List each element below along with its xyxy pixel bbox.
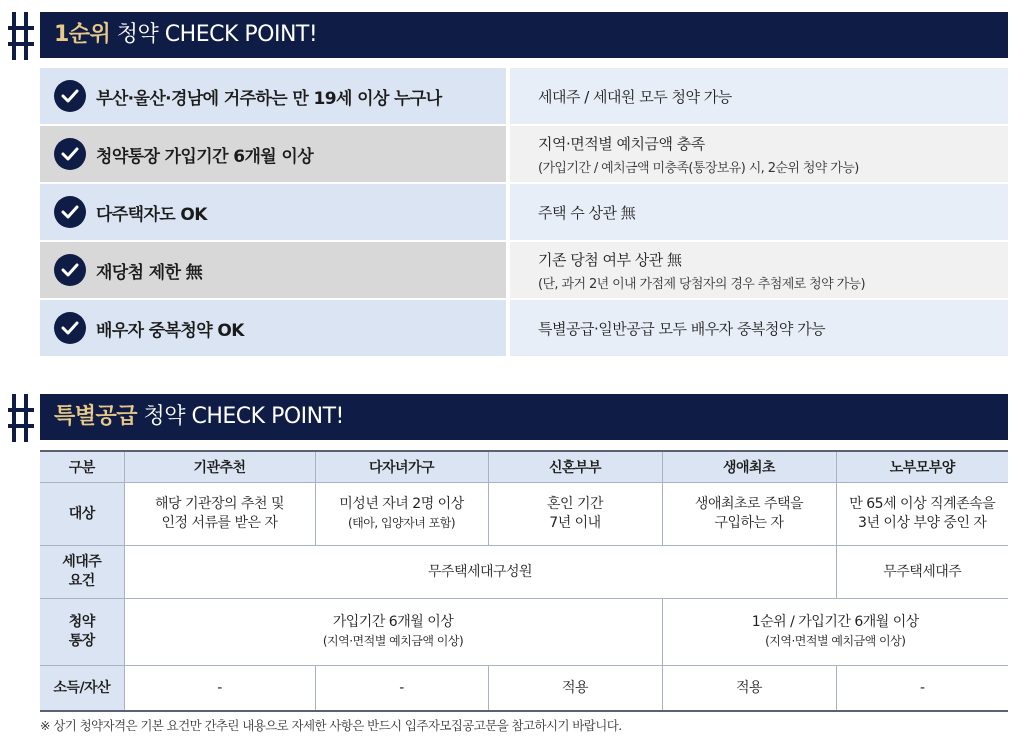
checkpoint-row [40, 242, 1008, 298]
checkpoint-desc: 기존 당첨 여부 상관 無 [538, 250, 682, 269]
section-2-banner [40, 394, 1008, 440]
cell-line: 3년 이상 부양 중인 자 [858, 515, 987, 531]
banner-accent: 1순위 [54, 22, 111, 47]
check-icon [54, 138, 86, 170]
column-header: 노부모부양 [836, 451, 1008, 483]
cell-line: 해당 기관장의 추천 및 [154, 496, 285, 512]
table-cell [662, 483, 836, 546]
row-header-line: 통장 [68, 633, 95, 649]
checkpoint-left [40, 184, 506, 240]
table-cell [836, 483, 1008, 546]
checkpoint-desc: 특별공급·일반공급 모두 배우자 중복청약 가능 [538, 319, 826, 338]
row-header [40, 546, 124, 599]
checkpoint-title: 다주택자도 OK [96, 204, 207, 225]
checkpoint-right [510, 68, 1008, 124]
checkpoint-right [510, 126, 1008, 182]
row-header-line: 요건 [68, 573, 95, 589]
checkpoint-left [40, 242, 506, 298]
table-cell [662, 599, 1008, 666]
check-icon [54, 312, 86, 344]
cell-line: 가입기간 6개월 이상 [332, 614, 454, 630]
banner-accent: 특별공급 [54, 404, 138, 429]
checkpoint-row [40, 126, 1008, 182]
section-1-banner [40, 12, 1008, 58]
checkpoint-title: 재당첨 제한 無 [96, 262, 203, 283]
cell-line: 구입하는 자 [714, 515, 784, 531]
checkpoint-title: 부산·울산·경남에 거주하는 만 19세 이상 누구나 [96, 88, 442, 109]
table-cell [124, 599, 662, 666]
cell-line: 생애최초로 주택을 [694, 496, 804, 512]
checkpoint-note: (가입기간 / 예치금액 미충족(통장보유) 시, 2순위 청약 가능) [538, 160, 859, 176]
table-cell: - [124, 666, 315, 712]
table-cell [124, 483, 315, 546]
checkpoint-right [510, 184, 1008, 240]
row-header-line: 청약 [68, 614, 95, 630]
checkpoint-row [40, 300, 1008, 356]
checkpoint-title: 청약통장 가입기간 6개월 이상 [96, 146, 314, 167]
row-header-line: 세대주 [62, 554, 102, 570]
checkpoint-note: (단, 과거 2년 이내 가점제 당첨자의 경우 추첨제로 청약 가능) [538, 276, 865, 292]
check-icon [54, 196, 86, 228]
table-cell [315, 483, 488, 546]
column-header: 다자녀가구 [315, 451, 488, 483]
hash-icon [8, 394, 34, 442]
cell-line: 인정 서류를 받은 자 [161, 515, 278, 531]
table-cell: 무주택세대구성원 [124, 546, 836, 599]
checkpoint-right [510, 300, 1008, 356]
checkpoint-row [40, 184, 1008, 240]
row-header: 소득/자산 [40, 666, 124, 712]
checkpoint-desc: 지역·면적별 예치금액 충족 [538, 134, 705, 153]
table-cell: 적용 [488, 666, 662, 712]
table-cell [488, 483, 662, 546]
check-icon [54, 80, 86, 112]
checkpoint-right [510, 242, 1008, 298]
hash-icon [8, 12, 34, 60]
cell-line: 혼인 기간 [546, 496, 604, 512]
checkpoint-row [40, 68, 1008, 124]
checkpoint-title: 배우자 중복청약 OK [96, 320, 244, 341]
row-header: 대상 [40, 483, 124, 546]
checkpoint-left [40, 300, 506, 356]
column-header: 기관추천 [124, 451, 315, 483]
table-cell: 무주택세대주 [836, 546, 1008, 599]
banner-title: 청약 CHECK POINT! [110, 22, 318, 47]
table-cell: 적용 [662, 666, 836, 712]
banner-title: 청약 CHECK POINT! [137, 404, 344, 429]
cell-note: (지역·면적별 예치금액 이상) [322, 634, 464, 648]
table-row [40, 599, 1008, 666]
cell-line: 미성년 자녀 2명 이상 [339, 496, 464, 512]
cell-line: 7년 이내 [549, 515, 601, 531]
table-row [40, 546, 1008, 599]
column-header: 신혼부부 [488, 451, 662, 483]
table-row [40, 666, 1008, 712]
table-header-row [40, 451, 1008, 483]
checkpoint-desc: 주택 수 상관 無 [538, 203, 636, 222]
checkpoint-left [40, 68, 506, 124]
table-cell: - [836, 666, 1008, 712]
cell-note: (지역·면적별 예치금액 이상) [765, 634, 906, 648]
table-row [40, 483, 1008, 546]
check-icon [54, 254, 86, 286]
cell-note: (태아, 입양자녀 포함) [347, 516, 456, 530]
table-cell: - [315, 666, 488, 712]
special-supply-table [40, 450, 1008, 712]
column-header: 생애최초 [662, 451, 836, 483]
footnote: ※ 상기 청약자격은 기본 요건만 간추린 내용으로 자세한 사항은 반드시 입주자모집공고문을 참고하시기 바랍니다. [40, 718, 622, 733]
cell-line: 1순위 / 가입기간 6개월 이상 [751, 614, 919, 630]
column-header: 구분 [40, 451, 124, 483]
checkpoint-desc: 세대주 / 세대원 모두 청약 가능 [538, 87, 732, 106]
cell-line: 만 65세 이상 직계존속을 [849, 496, 996, 512]
checkpoint-left [40, 126, 506, 182]
row-header [40, 599, 124, 666]
